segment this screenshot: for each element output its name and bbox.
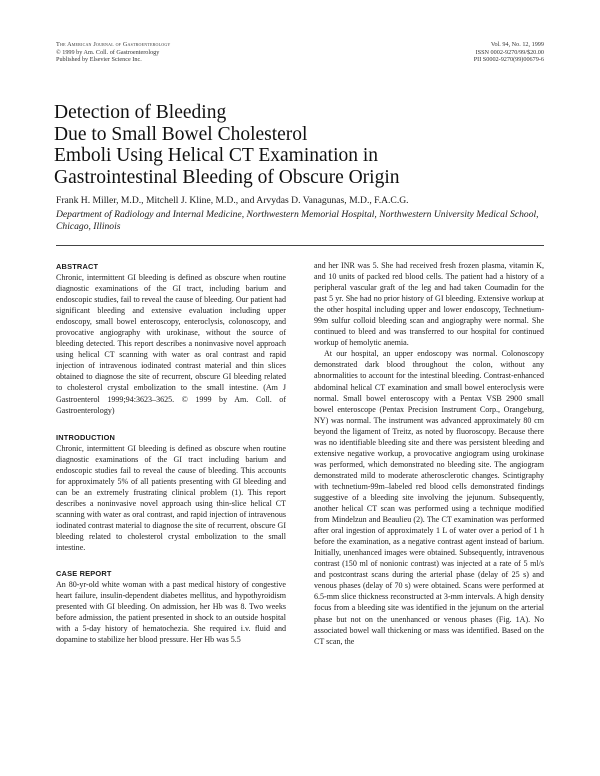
right-column [314, 260, 544, 647]
title-line: Gastrointestinal Bleeding of Obscure Origin [54, 166, 400, 188]
abstract-text: Chronic, intermittent GI bleeding is defined as obscure when routine diagnostic examinations of the GI tract, including barium and endoscopic studies, fail to reveal the cause of bleeding. Our patient had significant bleeding and extensive evaluation including upper endoscopy, small bowel enteroscopy, enteroclysis, colonoscopy, and provocative angiography with urokinase, without the source of bleeding detected. This report describes a noninvasive novel approach using helical CT scanning with water as oral contrast and rapid injection of intravenous iodinated contrast material and thin slices obtained to diagnose the site of recurrent, obscure GI bleeding related to cholesterol crystal embolization to the small intestine. (Am J Gastroenterol 1999;94:3623–3625. © 1999 by Am. Coll. of Gastroenterology) [56, 273, 286, 415]
article-title [54, 102, 554, 188]
case-report-continued-paragraph: and her INR was 5. She had received fresh frozen plasma, vitamin K, and 10 units of packed red blood cells. The patient had a history of a peripheral vascular graft of the leg and had taken Coumadin for the past 5 yr. She had no prior history of GI bleeding. Extensive workup at the other hospital including upper and lower endoscopy, Technetium-99m sulfur colloid bleeding scan and angiography were normal. She continued to bleed and was transferred to our hospital for continued workup of hemolytic anemia. [314, 261, 544, 348]
issn-line: ISSN 0002-9270/99/$20.00 [475, 48, 544, 56]
case-report-text: An 80-yr-old white woman with a past medical history of congestive heart failure, insulin-dependent diabetes mellitus, and hypothyroidism presented with GI bleeding. On admission, her Hb was 8. Two weeks before admission, the patient presented in shock to an outside hospital with a 5-day history of hematochezia. She required i.v. fluid and dopamine to stabilize her blood pressure. Her Hb was 5.5 [56, 580, 286, 645]
volume-line: Vol. 94, No. 12, 1999 [490, 41, 544, 48]
title-line: Emboli Using Helical CT Examination in [54, 145, 379, 166]
pii-line: PII S0002-9270(99)00679-6 [473, 56, 544, 64]
title-line: Due to Small Bowel Cholesterol [54, 123, 308, 145]
affiliation: Department of Radiology and Internal Medicine, Northwestern Memorial Hospital, Northwestern University Medical School, Chicago, Illinois [56, 209, 539, 232]
introduction-heading: INTRODUCTION [56, 432, 116, 442]
abstract-heading: ABSTRACT [56, 262, 99, 271]
journal-name: The American Journal of Gastroenterology [56, 41, 171, 48]
introduction-text: Chronic, intermittent GI bleeding is defined as obscure when routine diagnostic examinations of the GI tract including barium and endoscopic studies fail to reveal the cause of bleeding. This accounts for approximately 5% of all patients presenting with GI bleeding and can be an extremely frustrating clinical problem (1). This report describes a noninvasive novel approach using thin-slice helical CT scanning with water as oral contrast, and rapid injection of intravenous iodinated contrast material to diagnose the site of recurrent, obscure GI bleeding related to cholesterol crystal embolization to the small intestine. [56, 443, 286, 553]
hospital-workup-paragraph: At our hospital, an upper endoscopy was normal. Colonoscopy demonstrated dark blood throughout the colon, without any abnormalities to account for the intestinal bleeding. Contrast-enhanced abdominal helical CT examination and small bowel enteroclysis were normal. Small bowel enteroscopy with a Pentax VSB 2900 small bowel enteroscope (Pentax Precision Instrument Corp., Orangeburg, NY) was normal. The instrument was advanced approximately 80 cm beyond the ligament of Treitz, as noted by fluoroscopy. Because there was no identifiable bleeding site and there was persistent bleeding and extensive negative workup, a provocative angiogram using urokinase was performed, which demonstrated no bleeding site. The angiogram demonstrated mild to moderate atherosclerotic changes. Scintigraphy with technetium-99m–labeled red blood cells demonstrated findings suggestive of a bleeding site involving the jejunum. Subsequently, another helical CT scan was performed using a technique modified from Mindelzun and Beaulieu (2). The CT examination was performed after oral ingestion of approximately 1 L of water over a period of 1 h before the examination, as a negative contrast agent instead of barium. Initially, unenhanced images were obtained. Subsequently, intravenous contrast (150 ml of nonionic contrast) was injected at a rate of 5 ml/s and postcontrast scans during the arterial phase (delay of 25 s) and venous phases (delay of 70 s) were obtained. Scans were performed at 6.5-mm slice thickness reconstructed at 3-mm intervals. A high density focus from a bleeding site was identified in the jejunum on the arterial phase but not on the unenhanced or venous phases (Fig. 1A). No associated bowel wall thickening or mass was identified. Based on the CT scan, the [314, 349, 544, 646]
journal-header-right [470, 41, 544, 64]
case-report-heading: CASE REPORT [56, 569, 112, 579]
left-column [56, 262, 286, 645]
publisher-line: Published by Elsevier Science Inc. [56, 56, 142, 64]
title-line: Detection of Bleeding [54, 102, 227, 123]
header-divider [56, 245, 544, 246]
copyright-line: © 1999 by Am. Coll. of Gastroenterology [56, 48, 160, 56]
journal-header-left [56, 41, 171, 64]
authors: Frank H. Miller, M.D., Mitchell J. Kline, M.D., and Arvydas D. Vanagunas, M.D., F.A.C.G. [56, 195, 409, 206]
